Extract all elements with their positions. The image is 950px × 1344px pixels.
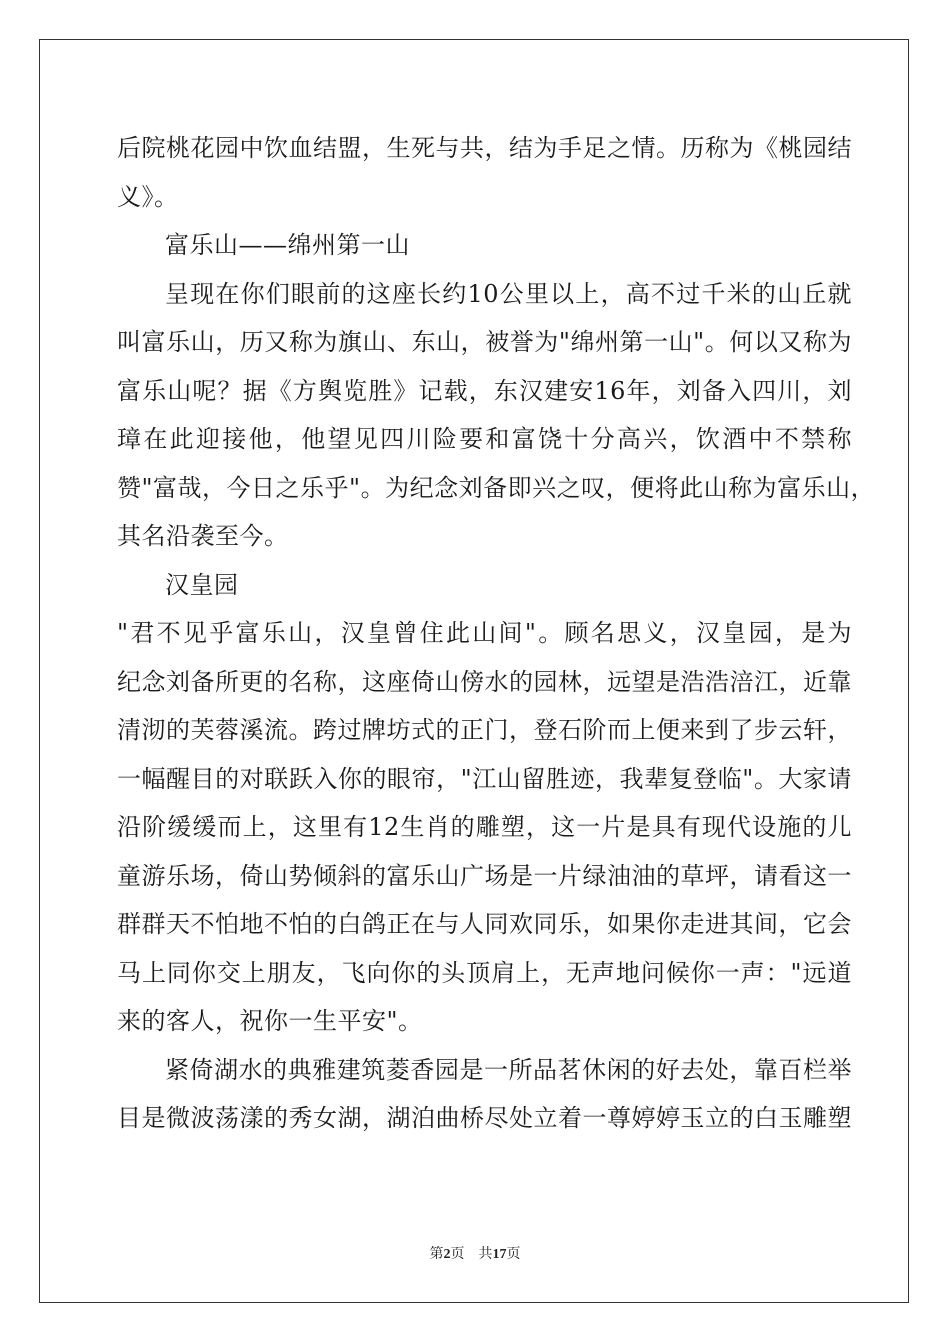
page-suffix: 页: [450, 1247, 465, 1262]
total-prefix: 共: [478, 1247, 493, 1262]
total-pages: 17: [492, 1247, 507, 1262]
text-line: 一幅醒目的对联跃入你的眼帘，"江山留胜迹，我辈复登临"。大家请: [117, 764, 852, 793]
text-line: 紧倚湖水的典雅建筑菱香园是一所品茗休闲的好去处，靠百栏举: [165, 1055, 852, 1084]
text-line: 群群天不怕地不怕的白鸽正在与人同欢同乐，如果你走进其间，它会: [117, 910, 852, 938]
text-line: 其名沿袭至今。: [117, 522, 289, 550]
text-line: 后院桃花园中饮血结盟，生死与共，结为手足之情。历称为《桃园结: [117, 134, 852, 162]
text-line: 目是微波荡漾的秀女湖，湖泊曲桥尽处立着一尊婷婷玉立的白玉雕塑: [117, 1104, 852, 1132]
text-line: 马上同你交上朋友，飞向你的头顶肩上，无声地问候你一声："远道: [117, 958, 852, 987]
text-line: 童游乐场，倚山势倾斜的富乐山广场是一片绿油油的草坪，请看这一: [117, 861, 852, 890]
document-body: [117, 124, 876, 1143]
text-line: 清沏的芙蓉溪流。跨过牌坊式的正门，登石阶而上便来到了步云轩，: [117, 716, 852, 744]
text-line: 富乐山呢？据《方舆览胜》记载，东汉建安16年，刘备入四川，刘: [117, 376, 852, 405]
text-line: 呈现在你们眼前的这座长约10公里以上，高不过千米的山丘就: [165, 279, 852, 308]
text-line: 来的客人，祝你一生平安"。: [117, 1007, 423, 1035]
text-line: 璋在此迎接他，他望见四川险要和富饶十分高兴，饮酒中不禁称: [117, 425, 852, 453]
text-line: 义》。: [117, 182, 179, 211]
section-heading: 汉皇园: [165, 570, 239, 599]
text-line: 赞"富哉，今日之乐乎"。为纪念刘备即兴之叹，便将此山称为富乐山，: [117, 473, 876, 502]
text-line: 沿阶缓缓而上，这里有12生肖的雕塑，这一片是具有现代设施的儿: [117, 813, 852, 841]
page-footer: [0, 1243, 950, 1263]
page-number: 2: [443, 1247, 451, 1262]
text-line: 纪念刘备所更的名称，这座倚山傍水的园林，远望是浩浩涪江，近靠: [117, 667, 852, 696]
page-prefix: 第: [429, 1247, 444, 1262]
total-suffix: 页: [506, 1247, 521, 1262]
text-line: "君不见乎富乐山，汉皇曾住此山间"。顾名思义，汉皇园，是为: [117, 619, 852, 647]
section-heading: 富乐山——绵州第一山: [165, 231, 410, 259]
text-line: 叫富乐山，历又称为旗山、东山，被誉为"绵州第一山"。何以又称为: [117, 328, 852, 356]
